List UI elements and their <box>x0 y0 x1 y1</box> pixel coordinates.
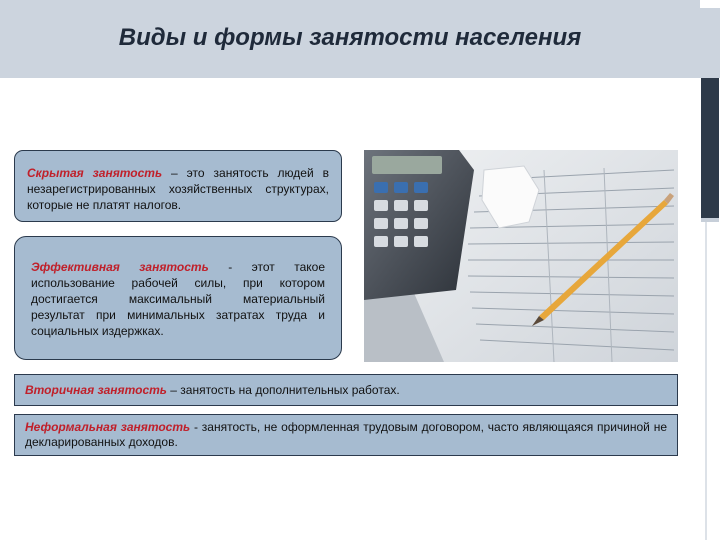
definition-term: Эффективная занятость <box>31 260 209 274</box>
definition-term: Скрытая занятость <box>27 166 163 180</box>
right-rail-dark <box>701 78 719 218</box>
right-rail-light <box>701 218 719 222</box>
definition-box-secondary-employment <box>14 374 678 406</box>
calculator-tax-form-photo <box>364 150 678 362</box>
definition-text: – занятость на дополнительных работах. <box>166 383 400 397</box>
definition-box-effective-employment <box>14 236 342 360</box>
right-rail-line <box>705 222 707 540</box>
calculator-display <box>372 156 442 174</box>
definition-text: - занятость, не оформленная трудовым договором, часто являющаяся причиной не декларированных доходов. <box>25 420 667 449</box>
photo-illustration <box>364 150 678 362</box>
definition-box-hidden-employment <box>14 150 342 222</box>
definition-text: - этот такое использование рабочей силы, при котором достигается максимальный материальный результат при минимальных затратах труда и социальных издержках. <box>31 260 325 338</box>
slide-title: Виды и формы занятости населения <box>118 24 582 51</box>
definition-term: Вторичная занятость <box>25 383 167 397</box>
definition-text: – это занятость людей в незарегистрированных хозяйственных структурах, которые не платят налогов. <box>27 166 329 212</box>
right-rail-top <box>700 8 720 78</box>
definition-box-informal-employment <box>14 414 678 456</box>
definition-term: Неформальная занятость <box>25 420 191 434</box>
